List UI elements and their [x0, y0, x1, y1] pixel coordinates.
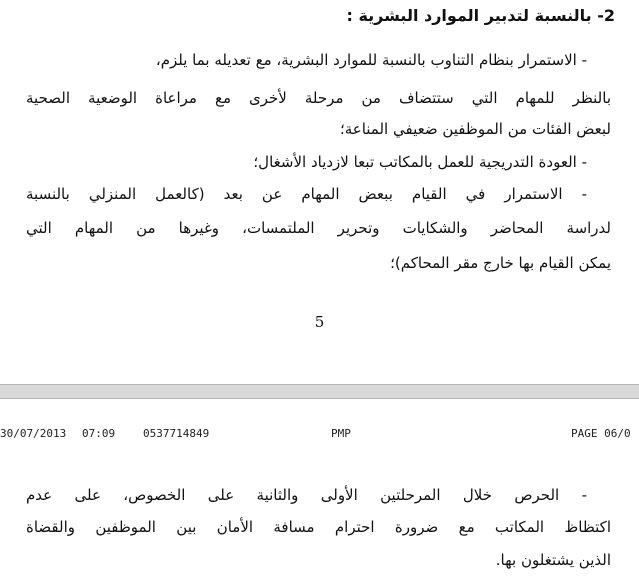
- paragraph-line: لبعض الفئات من الموظفين ضعيفي المناعة؛: [339, 120, 611, 138]
- fax-number: 0537714849: [143, 427, 210, 440]
- paragraph-line: اكتظاظ المكاتب مع ضرورة احترام مسافة الأمان بين الموظفين والقضاة: [26, 518, 611, 536]
- fax-date: 30/07/2013: [0, 427, 67, 440]
- paragraph-line: - الاستمرار بنظام التناوب بالنسبة للموارد البشرية، مع تعديله بما يلزم،: [155, 51, 587, 69]
- fax-time: 07:09: [82, 427, 116, 440]
- paragraph-line: الذين يشتغلون بها.: [495, 551, 611, 569]
- fax-header: [0, 397, 639, 440]
- page-number: 5: [314, 313, 325, 331]
- paragraph-line: - الاستمرار في القيام ببعض المهام عن بعد (كالعمل المنزلي بالنسبة: [26, 185, 587, 203]
- paragraph-line: لدراسة المحاضر والشكايات وتحرير الملتمسات، وغيرها من المهام التي: [26, 219, 611, 237]
- paragraph-line: بالنظر للمهام التي ستتضاف من مرحلة لأخرى مع مراعاة الوضعية الصحية: [26, 89, 611, 107]
- paragraph-line: - الحرص خلال المرحلتين الأولى والثانية على الخصوص، على عدم: [26, 486, 587, 504]
- fax-station: PMP: [331, 427, 351, 440]
- document-page-bottom: [0, 397, 639, 580]
- fax-page: PAGE 06/0: [571, 427, 631, 440]
- section-heading: 2- بالنسبة لتدبير الموارد البشرية :: [346, 6, 615, 25]
- paragraph-line: يمكن القيام بها خارج مقر المحاكم)؛: [390, 254, 611, 272]
- paragraph-line: - العودة التدريجية للعمل بالمكاتب تبعا لازدياد الأشغال؛: [253, 153, 587, 171]
